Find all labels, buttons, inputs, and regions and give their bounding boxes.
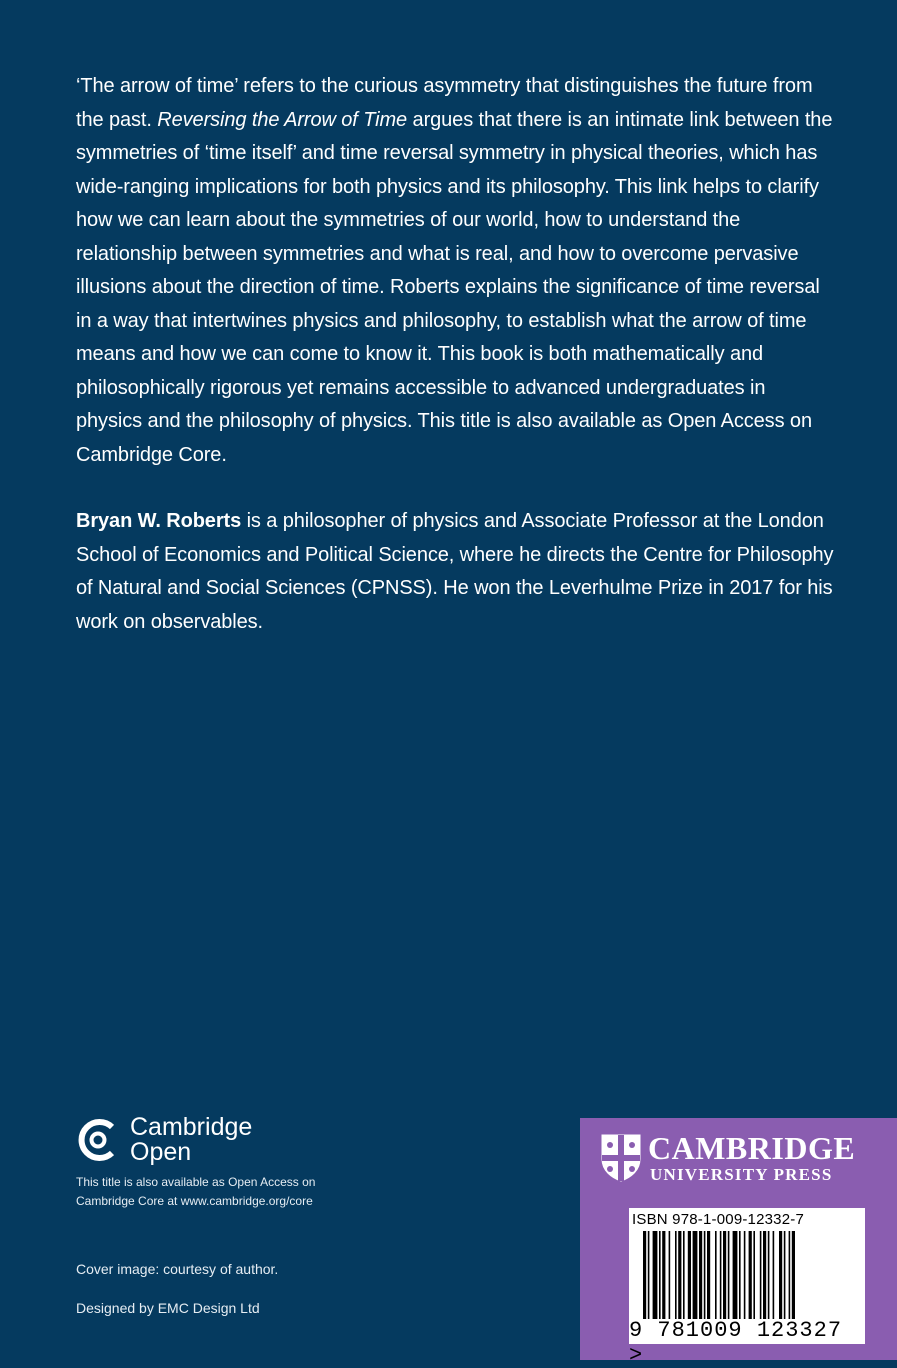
book-title-italic: Reversing the Arrow of Time bbox=[157, 108, 408, 131]
barcode-bar bbox=[733, 1231, 738, 1319]
description-text-1: ‘The arrow of time’ refers to the curious asymmetry that distinguishes the future from the past. bbox=[76, 75, 813, 131]
barcode-bar bbox=[683, 1231, 685, 1319]
cambridge-open-line2: Open bbox=[130, 1138, 192, 1166]
barcode-bar bbox=[669, 1231, 671, 1319]
barcode-bar bbox=[789, 1231, 791, 1319]
barcode-bar bbox=[675, 1231, 677, 1319]
barcode-bar bbox=[753, 1231, 755, 1319]
barcode-bar bbox=[760, 1231, 762, 1319]
barcode-bar bbox=[763, 1231, 766, 1319]
barcode-bar bbox=[784, 1231, 786, 1319]
barcode-bar bbox=[653, 1231, 658, 1319]
publisher-name: CAMBRIDGE bbox=[648, 1130, 856, 1166]
barcode-bar bbox=[693, 1231, 698, 1319]
barcode-bar bbox=[768, 1231, 770, 1319]
barcode-bar bbox=[688, 1231, 691, 1319]
barcode-bar bbox=[678, 1231, 681, 1319]
description-text-2: argues that there is an intimate link between the symmetries of ‘time itself’ and time reversal symmetry in physical theories, which has wide-ranging implications for both physics and its philosophy. This link helps to clarify how we can learn about the symmetries of our world, how to understand the relationship between symmetries and what is real, and how to overcome pervasive illusions about the direction of time. Roberts explains the significance of time reversal in a way that intertwines physics and philosophy, to establish what the arrow of time means and how we can come to know it. This book is both mathematically and philosophically rigorous yet remains accessible to advanced undergraduates in physics and the philosophy of physics. This title is also available as Open Access on Cambridge Core. bbox=[76, 108, 833, 466]
author-bio-paragraph bbox=[76, 505, 836, 639]
barcode-bar bbox=[792, 1231, 795, 1319]
barcode-bar bbox=[723, 1231, 726, 1319]
open-access-note: This title is also available as Open Access on Cambridge Core at www.cambridge.org/core bbox=[76, 1175, 316, 1208]
barcode-bar bbox=[699, 1231, 702, 1319]
barcode-bar bbox=[773, 1231, 775, 1319]
description-paragraph bbox=[76, 70, 836, 472]
barcode-bar bbox=[662, 1231, 665, 1319]
barcode-bar bbox=[704, 1231, 706, 1319]
barcode-bar bbox=[648, 1231, 650, 1319]
barcode-bar bbox=[707, 1231, 710, 1319]
barcode-bar bbox=[749, 1231, 752, 1319]
barcode-bar bbox=[643, 1231, 646, 1319]
barcode-digits: 9 781009 123327 > bbox=[629, 1318, 843, 1368]
cambridge-open-wordmark bbox=[130, 1115, 252, 1165]
isbn-label: ISBN 978-1-009-12332-7 bbox=[632, 1211, 805, 1228]
cambridge-open-icon bbox=[76, 1118, 120, 1162]
barcode-bar bbox=[715, 1231, 717, 1319]
barcode-bar bbox=[744, 1231, 746, 1319]
barcode-bar bbox=[720, 1231, 722, 1319]
cambridge-shield-icon bbox=[600, 1133, 642, 1183]
barcode-bar bbox=[728, 1231, 730, 1319]
back-cover-blurb bbox=[76, 70, 836, 672]
cambridge-open-line1: Cambridge bbox=[130, 1113, 253, 1141]
isbn-barcode bbox=[629, 1208, 865, 1368]
barcode-bars bbox=[643, 1231, 853, 1319]
publisher-panel bbox=[580, 1118, 897, 1368]
barcode-bar bbox=[739, 1231, 741, 1319]
designer-credit: Designed by EMC Design Ltd bbox=[76, 1300, 260, 1316]
barcode-bar bbox=[779, 1231, 782, 1319]
cambridge-open-logo bbox=[76, 1115, 252, 1165]
author-bio-text: is a philosopher of physics and Associate Professor at the London School of Economics and Political Science, where he directs the Centre for Philosophy of Natural and Social Sciences (CPNSS). He won the Leverhulme Prize in 2017 for his work on observables. bbox=[76, 510, 834, 633]
cover-image-credit: Cover image: courtesy of author. bbox=[76, 1261, 279, 1277]
publisher-subtitle: UNIVERSITY PRESS bbox=[650, 1165, 833, 1184]
barcode-bar bbox=[659, 1231, 661, 1319]
author-name: Bryan W. Roberts bbox=[76, 510, 242, 532]
